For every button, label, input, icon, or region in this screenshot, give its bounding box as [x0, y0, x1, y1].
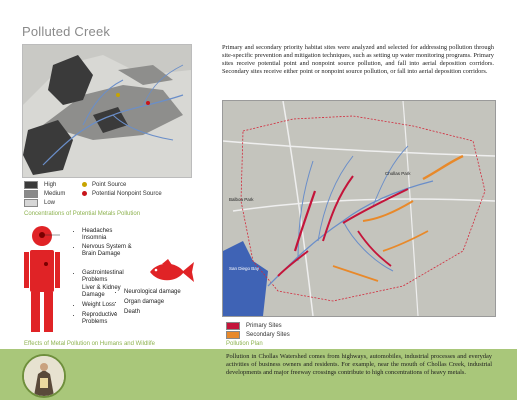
bottom-paragraph: Pollution in Chollas Watershed comes from highways, automobiles, industrial processes and everyday activities of business owners and residents. For example, near the mouth of Chollas Creek, industrial developments and major freeway crossings contribute to high concentrations of heavy metals.	[226, 353, 492, 376]
list-item: Insomnia	[82, 235, 107, 241]
photo-thumbnail	[22, 354, 66, 398]
swatch-low	[24, 199, 38, 207]
list-item: Liver & Kidney Damage	[82, 285, 121, 298]
san-diego-bay-label: San Diego Bay	[229, 266, 260, 271]
legend-point-source	[82, 180, 162, 189]
list-item: • Nervous System & Brain Damage	[82, 244, 134, 258]
legend-high	[24, 180, 65, 189]
wildlife-effects-list	[116, 289, 196, 319]
swatch-medium	[24, 190, 38, 198]
pollution-plan-caption: Pollution Plan	[226, 341, 263, 347]
list-item: • Reproductive Problems	[82, 312, 134, 326]
point-source-dot-icon	[82, 182, 87, 187]
legend-label: Medium	[44, 190, 66, 197]
chollas-park-label: Chollas Park	[385, 171, 411, 176]
nonpoint-source-dot-icon	[82, 191, 87, 196]
list-item: • Gastrointestinal Problems	[82, 270, 134, 284]
legend-label: Low	[44, 199, 56, 206]
metals-map-caption: Concentrations of Potential Metals Pollution	[24, 211, 141, 217]
page-title: Polluted Creek	[22, 24, 111, 39]
metals-concentration-map	[22, 44, 192, 178]
balboa-park-label: Balboa Park	[229, 197, 254, 202]
legend-label: High	[44, 181, 57, 188]
swatch-high	[24, 181, 38, 189]
list-item: • Neurological damage	[124, 289, 196, 296]
effects-caption: Effects of Metal Pollution on Humans and Wildlife	[24, 341, 155, 347]
legend-label: Point Source	[92, 181, 127, 188]
legend-label: Potential Nonpoint Source	[92, 190, 162, 197]
legend-medium	[24, 189, 65, 198]
source-legend	[82, 180, 162, 198]
legend-low	[24, 198, 65, 207]
list-item: • Organ damage	[124, 299, 196, 306]
legend-nonpoint-source	[82, 189, 162, 198]
list-item: • Headaches	[82, 228, 134, 235]
pollution-plan-map	[222, 100, 496, 317]
list-item: • Weight Loss	[82, 302, 134, 309]
fish-icon	[146, 259, 194, 285]
legend-primary-sites	[226, 321, 290, 330]
concentration-legend	[24, 180, 65, 207]
human-figure-icon	[24, 224, 60, 334]
swatch-secondary	[226, 331, 240, 339]
intro-paragraph: Primary and secondary priority habitat sites were analyzed and selected for addressing pollution through site-specific prevention and mitigation techniques, such as setting up water monitoring programs. Primary sites receive potential point and nonpoint source pollution, and fall into aerial deposition corridors. Secondary sites receive either point or nonpoint source pollution, or fall into aerial deposition corridors.	[222, 44, 494, 75]
legend-secondary-sites	[226, 330, 290, 339]
list-item: • Death	[124, 309, 196, 316]
legend-label: Secondary Sites	[246, 331, 290, 338]
human-effects-list-1	[74, 228, 134, 261]
legend-label: Primary Sites	[246, 322, 282, 329]
sites-legend	[226, 321, 290, 339]
swatch-primary	[226, 322, 240, 330]
